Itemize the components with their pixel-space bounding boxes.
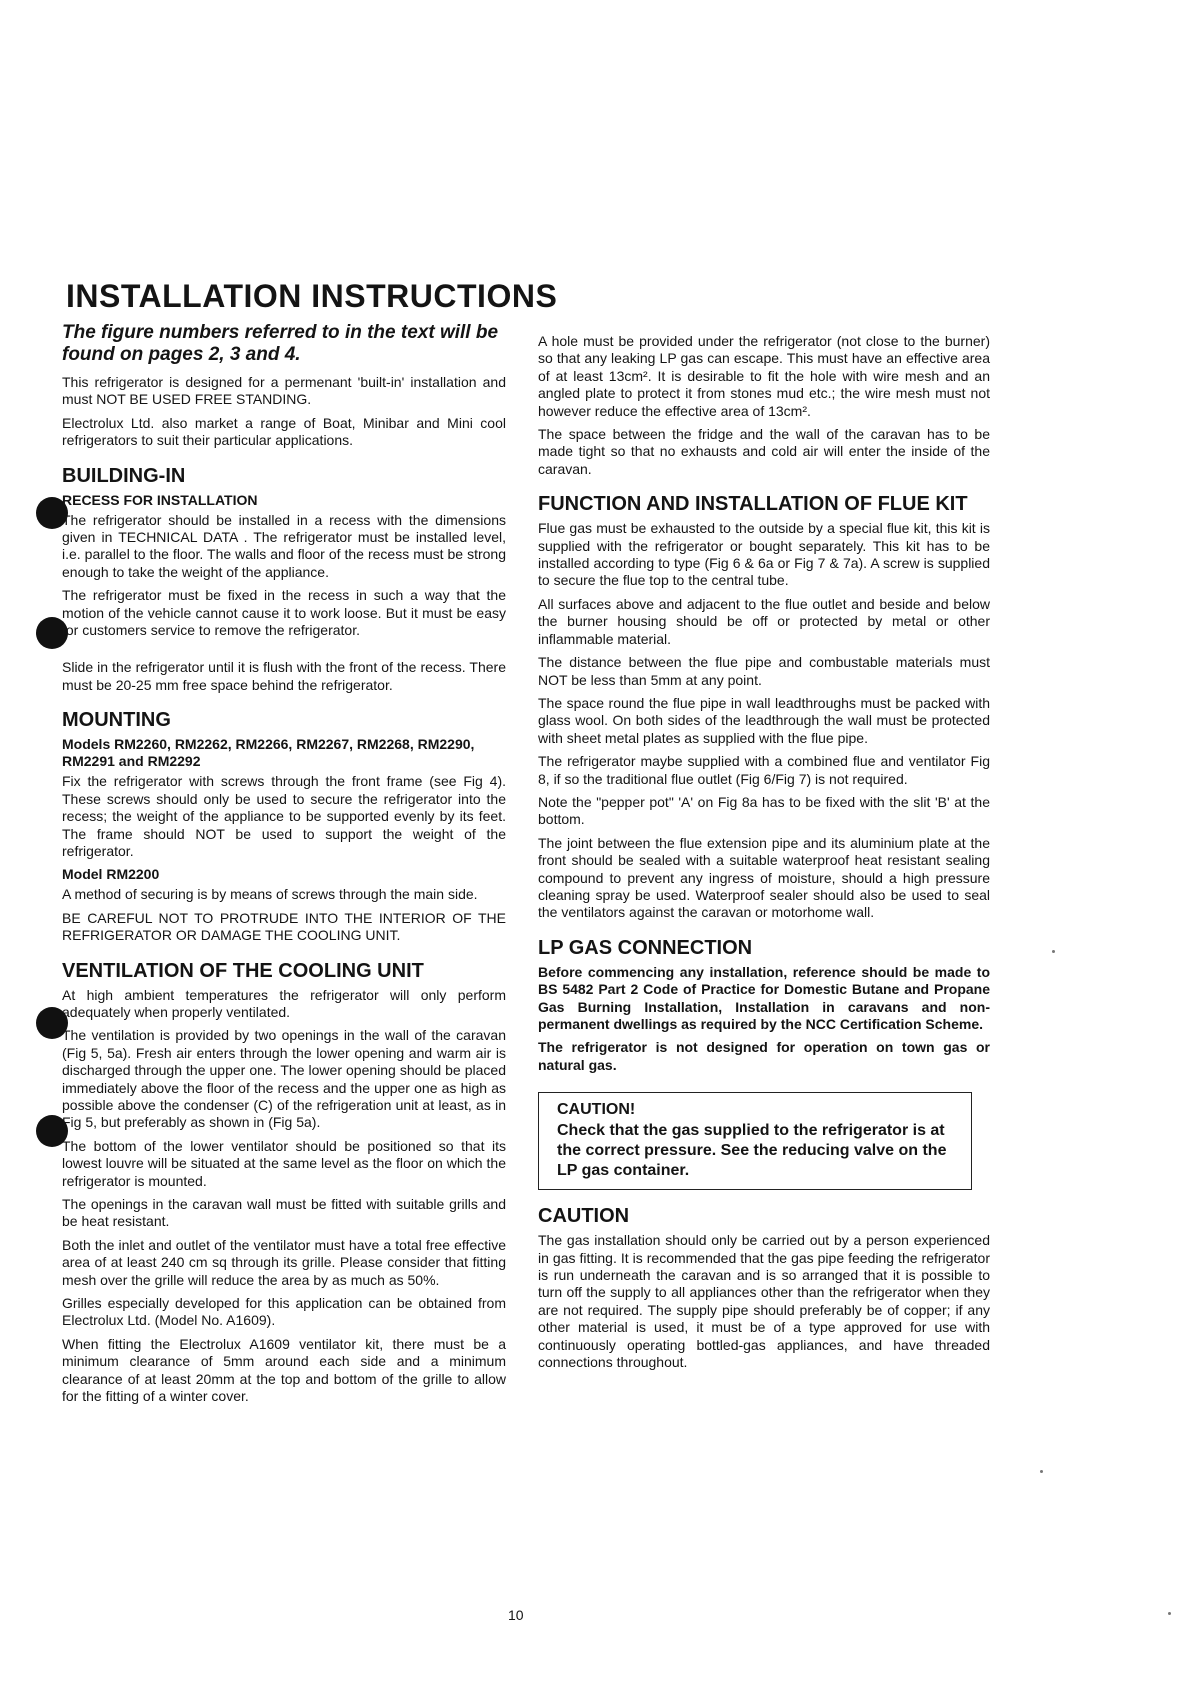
section-heading-ventilation: VENTILATION OF THE COOLING UNIT (62, 959, 424, 982)
intro-paragraph: This refrigerator is designed for a permenant 'built-in' installation and must NOT BE USED FREE STANDING. (62, 374, 506, 408)
intro-paragraph: Electrolux Ltd. also market a range of Boat, Minibar and Mini cool refrigerators to suit their particular applications. (62, 414, 506, 449)
lp-gas-paragraph: The refrigerator is not designed for operation on town gas or natural gas. (538, 1039, 990, 1073)
scan-speck (1168, 1612, 1171, 1615)
caution-box (538, 1092, 972, 1190)
page-number: 10 (508, 1607, 524, 1623)
section-heading-building-in: BUILDING-IN (62, 464, 186, 487)
left-column (62, 282, 506, 1411)
scan-speck (1040, 1470, 1043, 1473)
ventilation-paragraph: Both the inlet and outlet of the ventilator must have a total free effective area of at least 240 cm sq through its grille. Please consider that fitting mesh over the grille will reduce the area by as much as 50%. (62, 1236, 506, 1288)
flue-paragraph: Note the "pepper pot" 'A' on Fig 8a has to be fixed with the slit 'B' at the bottom. (538, 793, 990, 828)
spacer (62, 645, 506, 659)
page-title: INSTALLATION INSTRUCTIONS (66, 278, 558, 314)
flue-paragraph: The refrigerator maybe supplied with a combined flue and ventilator Fig 8, if so the traditional flue outlet (Fig 6/Fig 7) is not required. (538, 753, 990, 787)
caution-box-text: Check that the gas supplied to the refrigerator is at the correct pressure. See the reducing valve on the LP gas container. (557, 1122, 947, 1180)
flue-paragraph: Flue gas must be exhausted to the outside by a special flue kit, this kit is supplied with the refrigerator or bought separately. This kit has to be installed according to type (Fig 6 & 6a or Fig 7 & 7a). A screw is supplied to secure the flue top to the central tube. (538, 520, 990, 589)
recess-paragraph: Slide in the refrigerator until it is flush with the front of the recess. There must be 20-25 mm free space behind the refrigerator. (62, 659, 506, 693)
ventilation-paragraph: At high ambient temperatures the refrigerator will only perform adequately when properly ventilated. (62, 986, 506, 1020)
gas-hole-paragraph: A hole must be provided under the refrigerator (not close to the burner) so that any leaking LP gas can escape. This must have an effective area of at least 13cm². It is desirable to fit the hole with wire mesh and an angled plate to protect it from stones mud etc.; the wire mesh must not however reduce the effective area of 13cm². (538, 333, 990, 419)
right-column (538, 333, 990, 1377)
subheading-recess: RECESS FOR INSTALLATION (62, 491, 258, 508)
caution-paragraph: The gas installation should only be carried out by a person experienced in gas fitting. It is recommended that the gas pipe feeding the refrigerator is run underneath the caravan and is so arranged that it is possible to turn off the supply to all appliances other than the refrigerator when they are not required. The supply pipe should preferably be of copper; if any other material is used, it must be of a type approved for use with continuously operating bottled-gas appliances, and have threaded connections throughout. (538, 1232, 990, 1371)
mounting-paragraph: A method of securing is by means of screws through the main side. (62, 886, 478, 903)
recess-paragraph: The refrigerator should be installed in a recess with the dimensions given in TECHNICAL DATA . The refrigerator must be installed level, i.e. parallel to the floor. The walls and floor of the recess must be strong enough to take the weight of the appliance. (62, 511, 506, 580)
section-heading-lp-gas: LP GAS CONNECTION (538, 936, 753, 959)
mounting-warning: BE CAREFUL NOT TO PROTRUDE INTO THE INTERIOR OF THE REFRIGERATOR OR DAMAGE THE COOLING UNIT. (62, 909, 506, 944)
flue-paragraph: All surfaces above and adjacent to the flue outlet and beside and below the burner housing should be off or protected by metal or other inflammable material. (538, 595, 990, 647)
subheading-model-rm2200: Model RM2200 (62, 866, 160, 883)
ventilation-paragraph: Grilles especially developed for this application can be obtained from Electrolux Ltd. (Model No. A1609). (62, 1295, 506, 1329)
page-subtitle: The figure numbers referred to in the text will be found on pages 2, 3 and 4. (62, 322, 499, 365)
flue-paragraph: The space round the flue pipe in wall leadthroughs must be packed with glass wool. On both sides of the leadthrough the wall must be protected with sheet metal plates as supplied with the flue pipe. (538, 694, 990, 746)
subheading-models: Models RM2260, RM2262, RM2266, RM2267, RM2268, RM2290, RM2291 and RM2292 (62, 736, 475, 770)
scan-speck (1052, 950, 1055, 953)
ventilation-paragraph: The ventilation is provided by two openings in the wall of the caravan (Fig 5, 5a). Fresh air enters through the lower opening and warm air is discharged through the upper one. The lower opening should be placed immediately above the floor of the recess and the upper one as high as possible above the condenser (C) of the refrigeration unit at least, as in Fig 5, but preferably as shown in (Fig 5a). (62, 1027, 506, 1131)
mounting-paragraph: Fix the refrigerator with screws through the front frame (see Fig 4). These screws should only be used to secure the refrigerator into the recess; the weight of the appliance to be supported evenly by its feet. The frame should NOT be used to support the weight of the refrigerator. (62, 773, 506, 859)
caution-box-title: CAUTION! (557, 1101, 636, 1119)
flue-paragraph: The joint between the flue extension pipe and its aluminium plate at the front should be sealed with a suitable waterproof heat resistant sealing compound to prevent any ingress of moisture, should a high pressure cleaning spray be used. Waterproof sealer should also be used to seal the ventilators against the caravan or motorhome wall. (538, 834, 990, 921)
section-heading-mounting: MOUNTING (62, 709, 171, 732)
ventilation-paragraph: The bottom of the lower ventilator should be positioned so that its lowest louvre will be situated at the same level as the floor on which the refrigerator is mounted. (62, 1137, 506, 1189)
ventilation-paragraph: The openings in the caravan wall must be fitted with suitable grills and be heat resistant. (62, 1196, 506, 1230)
flue-paragraph: The distance between the flue pipe and combustable materials must NOT be less than 5mm at any point. (538, 654, 990, 688)
section-heading-flue-kit: FUNCTION AND INSTALLATION OF FLUE KIT (538, 493, 968, 516)
recess-paragraph: The refrigerator must be fixed in the recess in such a way that the motion of the vehicle cannot cause it to work loose. But it must be easy for customers service to remove the refrigerator. (62, 587, 506, 639)
gas-hole-paragraph: The space between the fridge and the wall of the caravan has to be made tight so that no exhausts and cold air will enter the inside of the caravan. (538, 426, 990, 477)
lp-gas-paragraph: Before commencing any installation, reference should be made to BS 5482 Part 2 Code of Practice for Domestic Butane and Propane Gas Burning Installation, Installation in caravans and non-permanent dwellings as required by the NCC Certification Scheme. (538, 963, 990, 1032)
ventilation-paragraph: When fitting the Electrolux A1609 ventilator kit, there must be a minimum clearance of 5mm around each side and a minimum clearance of at least 20mm at the top and bottom of the grille to allow for the fitting of a winter cover. (62, 1335, 506, 1405)
section-heading-caution: CAUTION (538, 1205, 630, 1228)
